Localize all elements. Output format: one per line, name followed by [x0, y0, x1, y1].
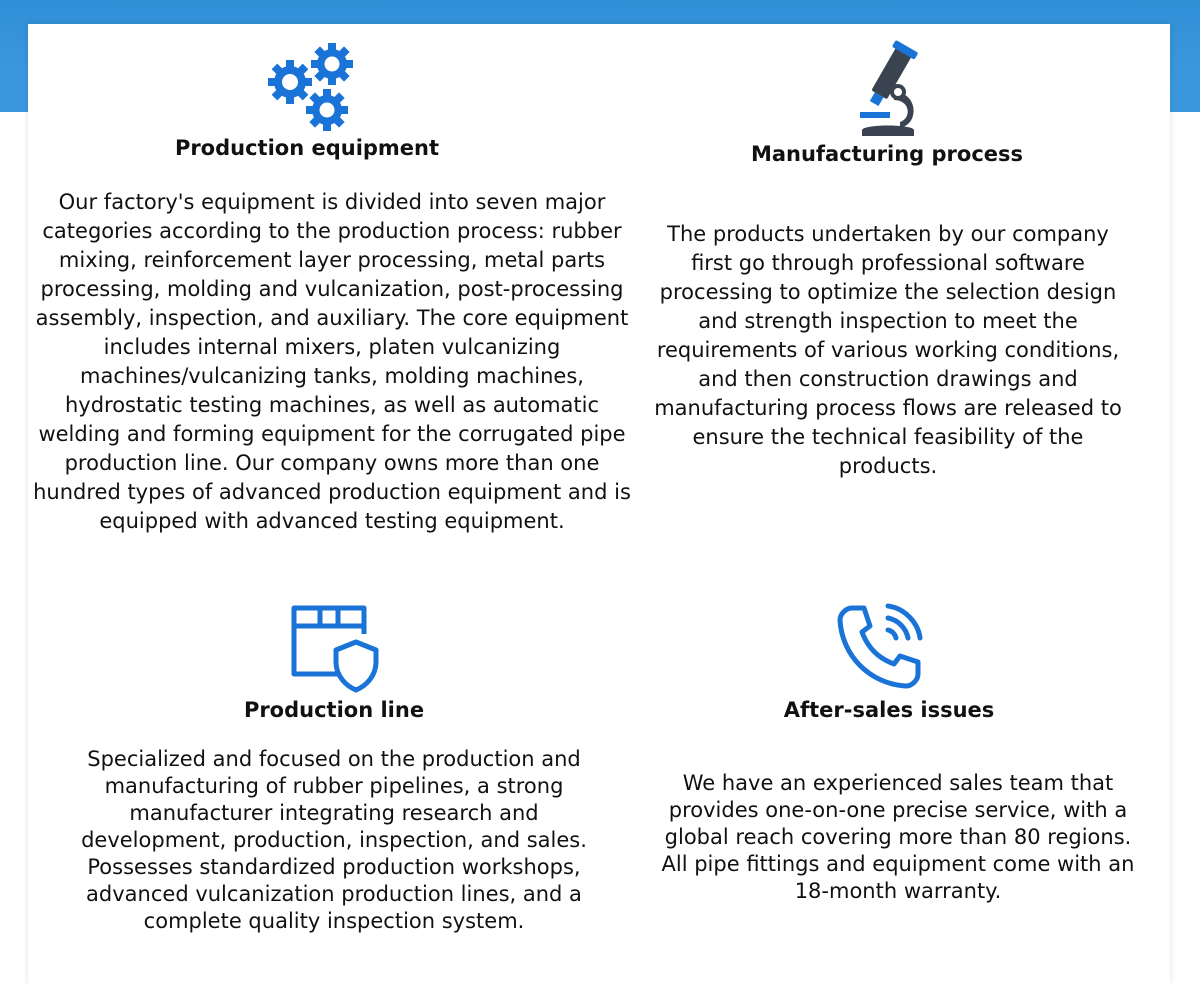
production-equipment-title: Production equipment	[174, 136, 440, 160]
box-shield-icon	[288, 600, 382, 696]
gears-icon	[266, 40, 358, 136]
features-card	[28, 24, 1170, 984]
microscope-icon	[854, 38, 922, 138]
after-sales-description: We have an experienced sales team that provides one-on-one precise service, with a global reach covering more than 80 regions. All pipe fittings and equipment come with an 18-month warranty.	[661, 771, 1135, 903]
manufacturing-process-description: The products undertaken by our company first go through professional software processing to optimize the selection design and strength inspection to meet the requirements of various working conditions, and then construction drawings and manufacturing process flows are released to ensure the technical feasibility of the products.	[654, 222, 1122, 478]
manufacturing-process-title: Manufacturing process	[750, 142, 1024, 166]
production-equipment-description: Our factory's equipment is divided into seven major categories according to the production process: rubber mixing, reinforcement layer processing, metal parts processing, molding and vulcanization, post-processing assembly, inspection, and auxiliary. The core equipment includes internal mixers, platen vulcanizing machines/vulcanizing tanks, molding machines, hydrostatic testing machines, as well as automatic welding and forming equipment for the corrugated pipe production line. Our company owns more than one hundred types of advanced production equipment and is equipped with advanced testing equipment.	[33, 190, 631, 533]
production-line-title: Production line	[243, 698, 425, 722]
production-line-description: Specialized and focused on the production and manufacturing of rubber pipelines, a strong manufacturer integrating research and development, production, inspection, and sales. Possesses standardized production workshops, advanced vulcanization production lines, and a complete quality inspection system.	[81, 747, 587, 933]
phone-call-icon	[834, 600, 926, 692]
after-sales-title: After-sales issues	[783, 698, 995, 722]
